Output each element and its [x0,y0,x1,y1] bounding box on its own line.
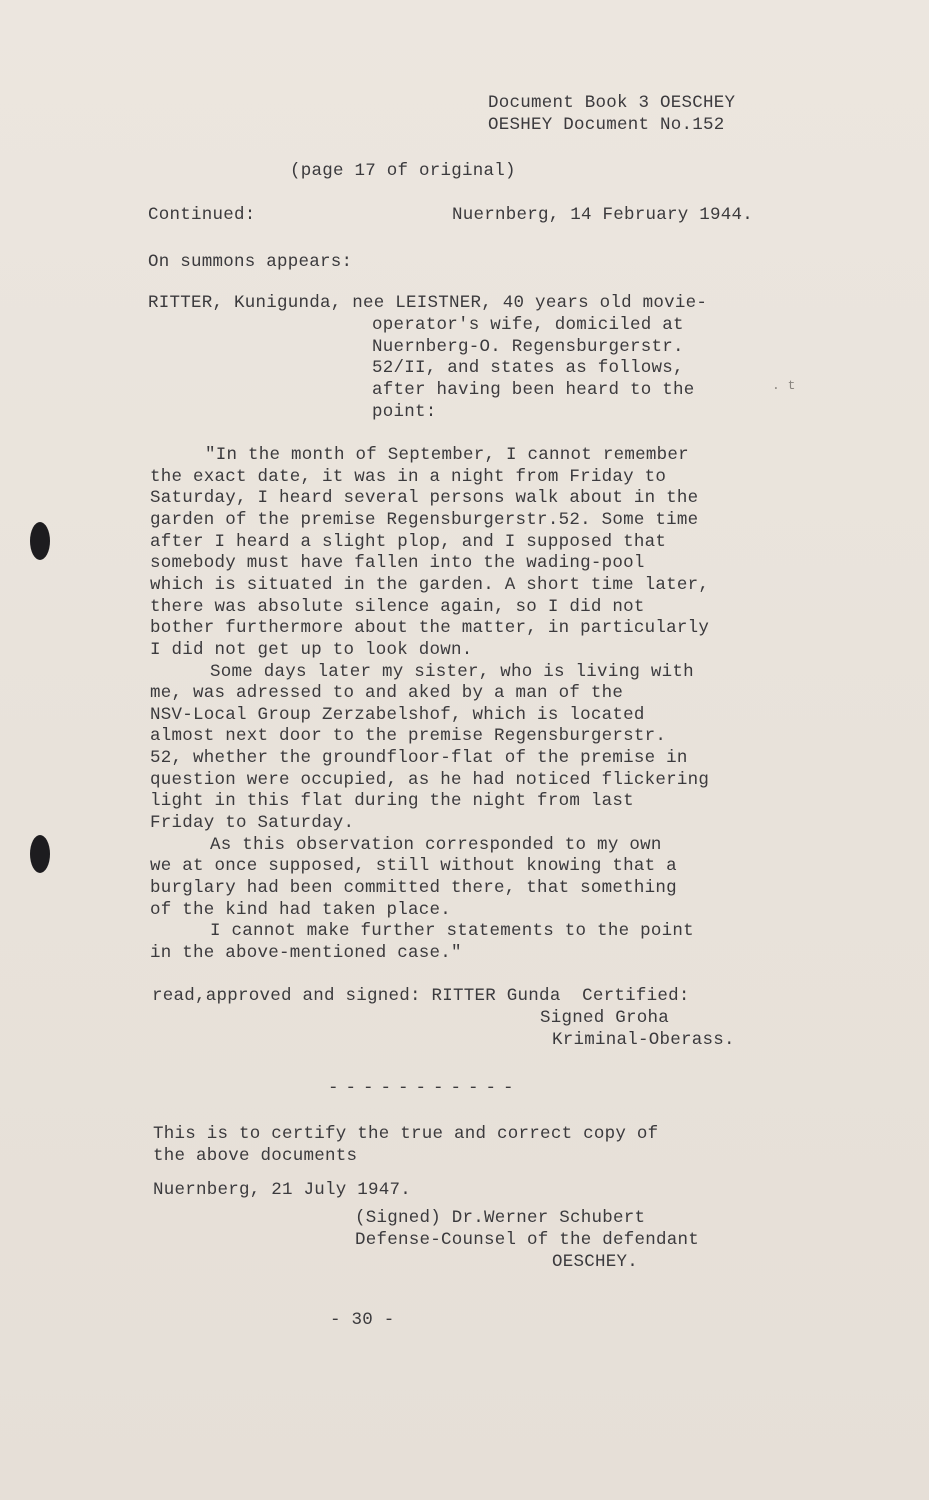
punch-hole-bottom [30,835,50,873]
statement-line: I did not get up to look down. [150,639,473,660]
statement-line: burglary had been committed there, that something [150,878,677,898]
statement-line: bother furthermore about the matter, in particularly [150,618,710,639]
statement-line: there was absolute silence again, so I did not [150,596,645,617]
signoff-signed: Signed Groha [540,1008,670,1028]
statement-line: question were occupied, as he had noticed flickering [150,769,710,790]
statement-line: As this observation corresponded to my own [210,834,662,855]
page-reference: (page 17 of original) [290,161,516,181]
summons-line: On summons appears: [148,252,353,272]
signature-line3: OESCHEY. [552,1252,639,1272]
witness-detail-line: 52/II, and states as follows, [372,358,684,379]
statement-line: Some days later my sister, who is living with [210,661,694,682]
statement-line: "In the month of September, I cannot remember [205,445,689,465]
statement-line: NSV-Local Group Zerzabelshof, which is located [150,704,645,725]
statement-line: I cannot make further statements to the point [210,921,694,942]
witness-detail-line: point: [372,401,437,422]
statement-line: in the above-mentioned case." [150,942,462,963]
place-date: Nuernberg, 14 February 1944. [452,205,754,225]
statement-line: somebody must have fallen into the wading-pool [150,553,645,574]
statement-line: garden of the premise Regensburgerstr.52. Some time [150,509,699,530]
margin-mark: . t [772,378,796,393]
statement-line: me, was adressed to and aked by a man of the [150,683,624,704]
statement-line: the exact date, it was in a night from Friday to [150,466,667,487]
separator-line: ----------- [328,1078,521,1098]
witness-detail-line: Nuernberg-O. Regensburgerstr. [372,336,684,357]
certification-line1: This is to certify the true and correct copy of [153,1124,659,1144]
signature-line1: (Signed) Dr.Werner Schubert [355,1208,646,1228]
signature-line2: Defense-Counsel of the defendant [355,1230,700,1250]
statement-line: of the kind had taken place. [150,899,452,920]
statement-line: which is situated in the garden. A short time later, [150,574,710,595]
continued-label: Continued: [148,205,256,225]
statement-line: almost next door to the premise Regensburgerstr. [150,726,667,747]
witness-detail-line: after having been heard to the [372,380,695,401]
header-document-number: OESHEY Document No.152 [488,115,725,135]
signoff-read-approved: read,approved and signed: RITTER Gunda Certified: [152,986,690,1006]
header-document-book: Document Book 3 OESCHEY [488,93,736,113]
witness-name-line: RITTER, Kunigunda, nee LEISTNER, 40 years old movie- [148,293,708,313]
certification-line2: the above documents [153,1146,358,1166]
witness-detail-line: operator's wife, domiciled at [372,315,684,335]
statement-line: we at once supposed, still without knowing that a [150,856,677,877]
statement-line: after I heard a slight plop, and I supposed that [150,531,667,552]
statement-line: light in this flat during the night from last [150,791,634,812]
statement-line: 52, whether the groundfloor-flat of the premise in [150,748,688,769]
statement-line: Friday to Saturday. [150,813,355,834]
page-number: - 30 - [330,1310,395,1330]
certification-date: Nuernberg, 21 July 1947. [153,1180,412,1200]
statement-line: Saturday, I heard several persons walk about in the [150,488,699,509]
punch-hole-top [30,522,50,560]
signoff-rank: Kriminal-Oberass. [552,1030,735,1050]
